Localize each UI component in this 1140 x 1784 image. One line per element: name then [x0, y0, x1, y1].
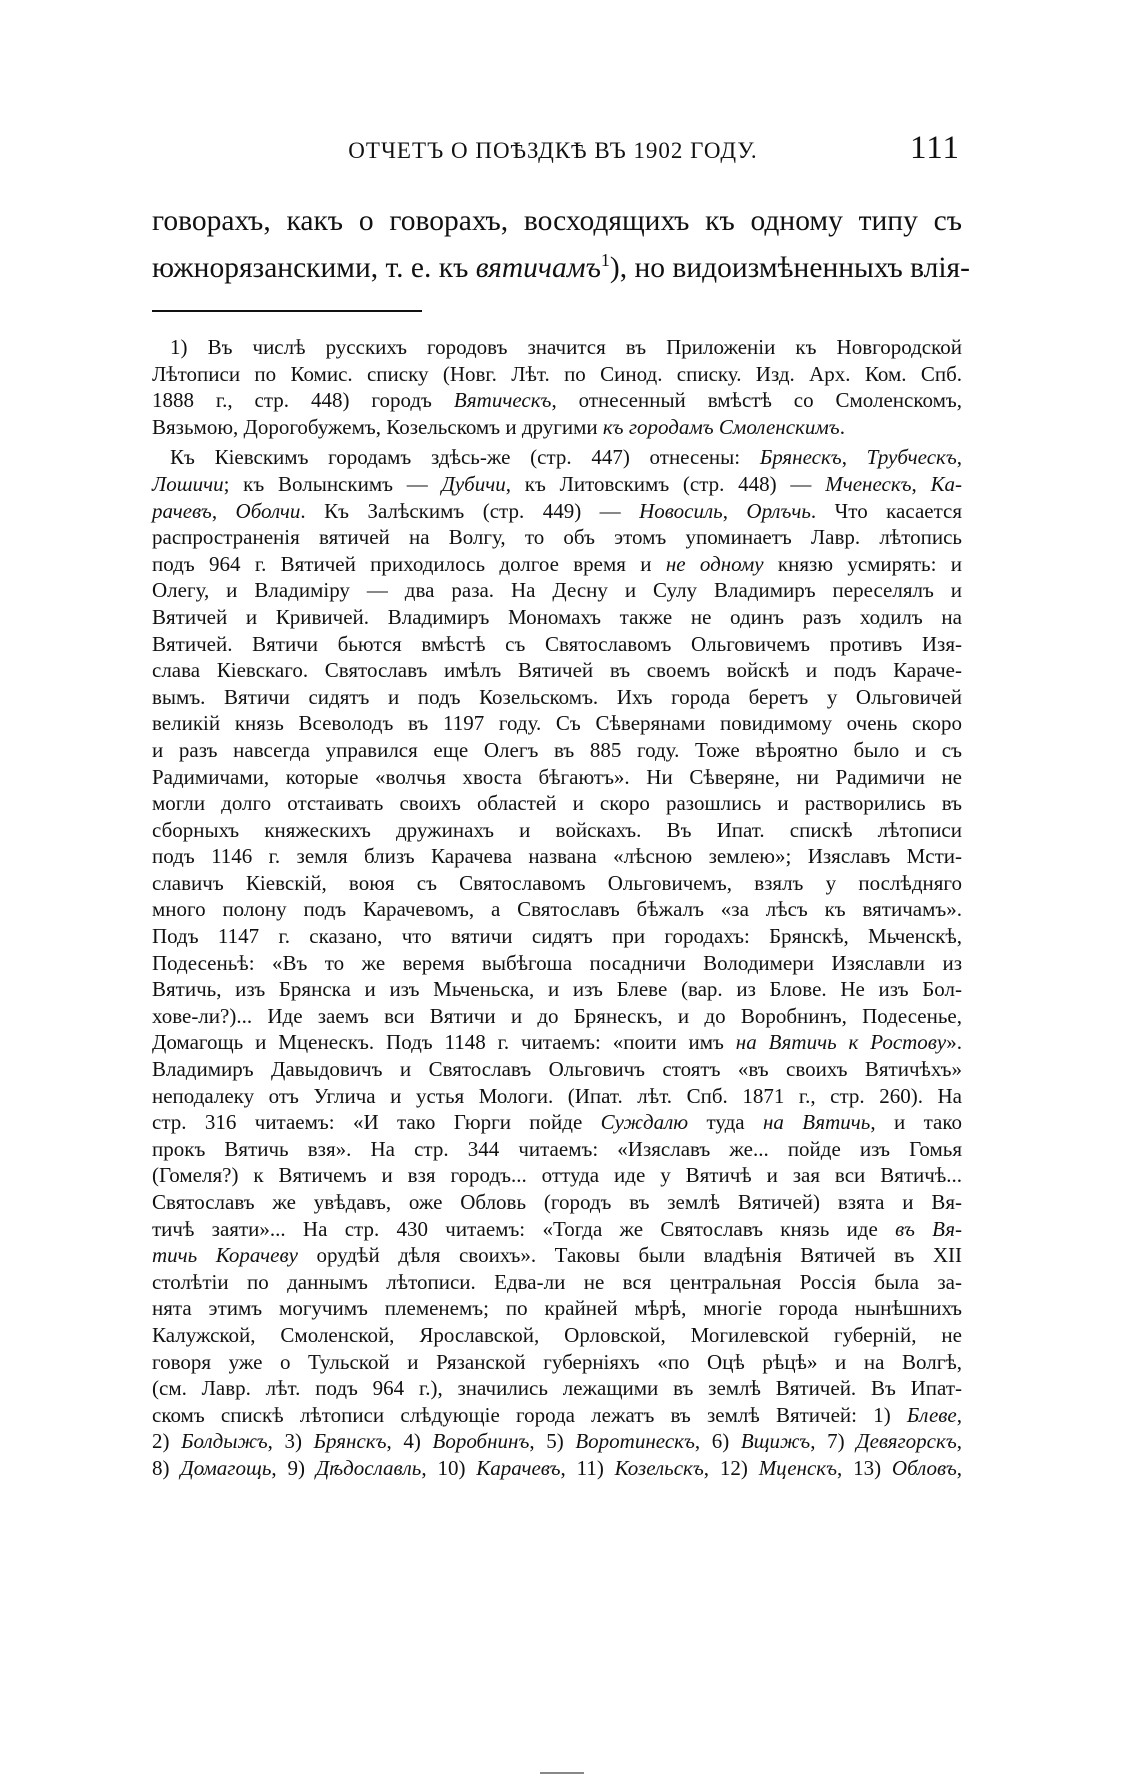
footnote-text: могли долго отстаивать своихъ областей и скоро разошлись и растворились въ [152, 791, 962, 816]
footnote-text: 2) [152, 1429, 182, 1454]
footnote-text: Подъ 1147 г. сказано, что вятичи сидятъ при городахъ: Брянскѣ, Мьченскѣ, [152, 924, 962, 949]
footnote-line [152, 923, 962, 950]
footnote-line [152, 1216, 962, 1243]
footnote-italic-text: на Вятичь [762, 1110, 871, 1135]
footnote-text: князю усмирять: и [763, 551, 962, 576]
footnote-text: неподалеку отъ Углича и устья Мологи. (Ипат. лѣт. Спб. 1871 г., стр. 260). На [152, 1083, 962, 1108]
footnote-italic-text: Дубичи [441, 471, 506, 496]
footnote-line [152, 631, 962, 658]
footnote-italic-text: на Вятичь к Ростову [735, 1030, 947, 1055]
footnote-italic-text: Брянескъ [759, 445, 842, 470]
footnote-text: стр. 316 читаемъ: «И тако Гюрги пойде [152, 1110, 601, 1135]
footnote-text: туда [688, 1110, 763, 1135]
footnote-text: , [911, 471, 931, 496]
footnote-line [152, 1242, 962, 1269]
footnote-line [152, 1455, 962, 1482]
footnote-text: , [956, 445, 963, 470]
footnote-text: Святославъ же увѣдавъ, оже Обловь (городъ въ землѣ Вятичей) взята и Вя- [152, 1190, 962, 1214]
footnote-italic-text: Лошичи [152, 471, 224, 496]
footnote-text: . Что касается [810, 498, 963, 523]
footnote-italic-text: въ Вя- [895, 1216, 962, 1241]
running-head [156, 130, 960, 176]
footnote-line [152, 1322, 962, 1349]
footnote-text: , 7) [810, 1429, 857, 1454]
footnote-text: хове-ли?)... Иде заемъ вси Вятичи и до Брянескъ, и до Воробнинъ, Подесенье, [152, 1003, 962, 1028]
footnote-text: подъ 1146 г. земля близъ Карачева названа «лѣсною землею»; Изяславъ Мсти- [152, 844, 962, 869]
footnote-line [152, 1109, 962, 1136]
footnote-text: говоря уже о Тульской и Рязанской губерніяхъ «по Оцѣ рѣцѣ» и на Волгѣ, [152, 1349, 962, 1374]
footnote-line [152, 737, 962, 764]
footnote-italic-text: Мценскъ [758, 1455, 837, 1480]
footnote-text: вымъ. Вятичи сидятъ и подъ Козельскомъ. Ихъ города беретъ у Ольговичей [152, 684, 962, 709]
footnote-text: , 9) [271, 1455, 316, 1480]
footnote-text: 1) Въ числѣ русскихъ городовъ значится въ Приложеніи къ Новгородской [170, 335, 962, 359]
footnote-line [152, 1349, 962, 1376]
footnote-text: , [211, 498, 236, 523]
footnote-text: , [722, 498, 747, 523]
footnote-line [152, 764, 962, 791]
footnote-line [152, 604, 962, 631]
footnote-line [152, 334, 962, 361]
footnote-text: подъ 964 г. Вятичей приходилось долгое время и [152, 551, 666, 576]
footnote-line [152, 444, 962, 471]
footnote-italic-text: тичь Корачеву [152, 1243, 298, 1268]
footnote-italic-text: Воробнинъ [432, 1429, 530, 1454]
footnote-text: , [956, 1402, 962, 1427]
footnote-marker: 1 [600, 250, 610, 270]
footnote-line [152, 1083, 962, 1110]
page-bottom-mark [540, 1772, 584, 1774]
footnote-text: , 6) [694, 1429, 741, 1454]
footnote-text: . Къ Залѣскимъ (стр. 449) — [300, 498, 640, 523]
footnote-text: Олегу, и Владиміру — два раза. На Десну и Сулу Владимиръ переселялъ и [152, 578, 962, 603]
footnote-line [152, 1189, 962, 1216]
footnote-text: Лѣтописи по Комис. списку (Новг. Лѣт. по Синод. списку. Изд. Арх. Ком. Спб. [152, 361, 962, 386]
footnote-text: скомъ спискѣ лѣтописи слѣдующіе города лежатъ въ землѣ Вятичей: 1) [152, 1402, 907, 1427]
footnote-italic-text: Вятическъ [453, 388, 552, 413]
footnote-text: слава Кіевскаго. Святославъ имѣлъ Вятичей въ своемъ войскѣ и подъ Караче- [152, 658, 962, 683]
footnote-text: , [956, 1429, 962, 1454]
footnote-italic-text: Новосиль [639, 498, 723, 523]
footnote-italic-text: Орлъчь [746, 498, 811, 523]
footnote-italic-text: Дѣдославль [315, 1455, 422, 1480]
footnote-text: , [956, 1455, 963, 1480]
footnote-line [152, 1056, 962, 1083]
footnote-line [152, 387, 962, 414]
footnote-italic-text: Оболчи [235, 498, 301, 523]
footnote-block [152, 334, 962, 1482]
footnote-line [152, 577, 962, 604]
footnote-text: тичѣ заяти»... На стр. 430 читаемъ: «Тогда же Святославъ князь иде [152, 1216, 896, 1241]
footnote-line [152, 1162, 962, 1189]
italic-word: вятичамъ [475, 251, 601, 284]
footnote-text: (см. Лавр. лѣт. подъ 964 г.), значились лежащими въ землѣ Вятичей. Въ Ипат- [152, 1376, 962, 1401]
footnote-italic-text: Карачевъ [476, 1455, 561, 1480]
footnote-line [152, 471, 962, 498]
footnote-text: 8) [152, 1455, 181, 1480]
footnote-text: орудѣй дѣля своихъ». Таковы были владѣнія Вятичей въ XII [297, 1243, 962, 1268]
footnote-line [152, 1375, 962, 1402]
footnote-line [152, 524, 962, 551]
footnote-text: Калужской, Смоленской, Ярославской, Орловской, Могилевской губерній, не [152, 1322, 962, 1347]
footnote-italic-text: Обловъ [891, 1455, 957, 1480]
footnote-text: , и тако [870, 1110, 962, 1135]
footnote-italic-text: Козельскъ [614, 1455, 704, 1480]
footnote-italic-text: Блеве [906, 1402, 957, 1427]
footnote-line [152, 870, 962, 897]
footnote-text: , 5) [529, 1429, 576, 1454]
footnote-text: Владимиръ Давыдовичъ и Святославъ Ольговичъ стоятъ «въ своихъ Вятичѣхъ» [152, 1057, 962, 1082]
footnote-text: нята этимъ могучимъ племенемъ; по крайней мѣрѣ, многіе города нынѣшнихъ [152, 1296, 962, 1321]
footnote-line [152, 1428, 962, 1455]
footnote-text: , 4) [386, 1429, 433, 1454]
footnote-text: , 3) [267, 1429, 314, 1454]
footnote-text: 1888 г., стр. 448) городъ [152, 388, 454, 413]
footnote-text: прокъ Вятичь взя». На стр. 344 читаемъ: «Изяславъ же... пойде изъ Гомья [152, 1136, 962, 1161]
footnote-line [152, 843, 962, 870]
footnote-text: столѣтіи по даннымъ лѣтописи. Едва-ли не вся центральная Россія была за- [152, 1269, 962, 1294]
footnote-line [152, 551, 962, 578]
footnote-italic-text: Брянскъ [313, 1429, 387, 1454]
footnote-italic-text: рачевъ [152, 498, 212, 523]
footnote-italic-text: Воротинескъ [575, 1429, 695, 1454]
footnote-italic-text: Мченескъ [825, 471, 912, 496]
footnote-italic-text: Суждалю [600, 1110, 689, 1135]
footnote-line [152, 414, 962, 441]
running-head-title: ОТЧЕТЪ О ПОѢЗДКѢ ВЪ 1902 ГОДУ. [348, 138, 758, 163]
main-text [152, 202, 970, 288]
footnote-text: , къ Литовскимъ (стр. 448) — [505, 471, 826, 496]
footnote-text: , 13) [837, 1455, 892, 1480]
footnote-text: ». [946, 1030, 962, 1055]
footnote-line [152, 1269, 962, 1296]
footnote-italic-text: не одному [665, 551, 764, 576]
footnote-text: , 12) [703, 1455, 759, 1480]
footnote-italic-text: Домагощь [180, 1455, 272, 1480]
footnote-text: , [841, 445, 867, 470]
footnote-line [152, 790, 962, 817]
footnote-text: великій князь Всеволодъ въ 1197 году. Съ Сѣверянами повидимому очень скоро [152, 711, 962, 736]
footnote-text: Вятичей и Кривичей. Владимиръ Мономахъ также не одинъ разъ ходилъ на [152, 604, 962, 629]
footnote-text: ; къ Волынскимъ — [223, 471, 442, 496]
footnote-line [152, 498, 962, 525]
footnote-text: сборныхъ княжескихъ дружинахъ и войскахъ. Въ Ипат. спискѣ лѣтописи [152, 817, 962, 842]
footnote-line [152, 710, 962, 737]
footnote-text: , 11) [560, 1455, 615, 1480]
footnote-line [152, 1295, 962, 1322]
body-line: южнорязанскими, т. е. къ вятичамъ$^1$), но видоизмѣненныхъ влія- [152, 250, 970, 284]
footnote-text: Вятичь, изъ Брянска и изъ Мьченьска, и изъ Блеве (вар. из Блове. Не изъ Бол- [152, 977, 962, 1002]
footnote-line [152, 817, 962, 844]
footnote-text: . [839, 414, 845, 439]
footnote-text: Вятичей. Вятичи бьются вмѣстѣ съ Святославомъ Ольговичемъ противъ Изя- [152, 631, 962, 656]
footnote-italic-text: Ка- [930, 471, 963, 496]
footnote-line [152, 361, 962, 388]
page-number: 111 [909, 130, 960, 166]
footnote-text: Радимичами, которые «волчья хвоста бѣгаютъ». Ни Сѣверяне, ни Радимичи не [152, 764, 962, 789]
footnote-text: Подесеньѣ: «Въ то же веремя выбѣгоша посадничи Володимери Изяславли из [152, 950, 962, 975]
footnote-line [152, 1003, 962, 1030]
footnote-line [152, 896, 962, 923]
footnote-text: и разъ навсегда управился еще Олегъ въ 885 году. Тоже вѣроятно было и съ [152, 737, 962, 762]
footnote-line [152, 684, 962, 711]
footnote-text: много полону подъ Карачевомъ, а Святославъ бѣжалъ «за лѣсъ къ вятичамъ». [152, 897, 962, 922]
footnote-text: славичъ Кіевскій, воюя съ Святославомъ Ольговичемъ, взялъ у послѣдняго [152, 870, 962, 895]
footnote-line [152, 1402, 962, 1429]
footnote-text: Къ Кіевскимъ городамъ здѣсь-же (стр. 447) отнесены: [170, 445, 760, 470]
footnote-italic-text: къ городамъ Смоленскимъ [602, 414, 840, 439]
footnote-line [152, 1029, 962, 1056]
footnote-text: распространенія вятичей на Волгу, то объ этомъ упоминаетъ Лавр. лѣтопись [152, 525, 962, 550]
body-line: говорахъ, какъ о говорахъ, восходящихъ къ одному типу съ [152, 205, 962, 237]
footnote-text: Вязьмою, Дорогобужемъ, Козельскомъ и другими [152, 414, 603, 439]
footnote-text: (Гомеля?) к Вятичемъ и взя городъ... оттуда иде у Вятичѣ и зая вси Вятичѣ... [152, 1163, 962, 1188]
footnote-text: , отнесенный вмѣстѣ со Смоленскомъ, [551, 388, 962, 413]
footnote-italic-text: Вщижъ [740, 1429, 811, 1454]
footnote-line [152, 976, 962, 1003]
footnote-line [152, 1136, 962, 1163]
footnote-italic-text: Трубческъ [866, 445, 957, 470]
footnote-rule [152, 310, 422, 312]
footnote-text: Домагощь и Мценескъ. Подъ 1148 г. читаемъ: «поити имъ [152, 1030, 736, 1055]
footnote-italic-text: Болдыжъ [181, 1429, 268, 1454]
footnote-text: , 10) [421, 1455, 477, 1480]
footnote-line [152, 657, 962, 684]
footnote-line [152, 950, 962, 977]
footnote-italic-text: Девягорскъ [856, 1429, 957, 1454]
